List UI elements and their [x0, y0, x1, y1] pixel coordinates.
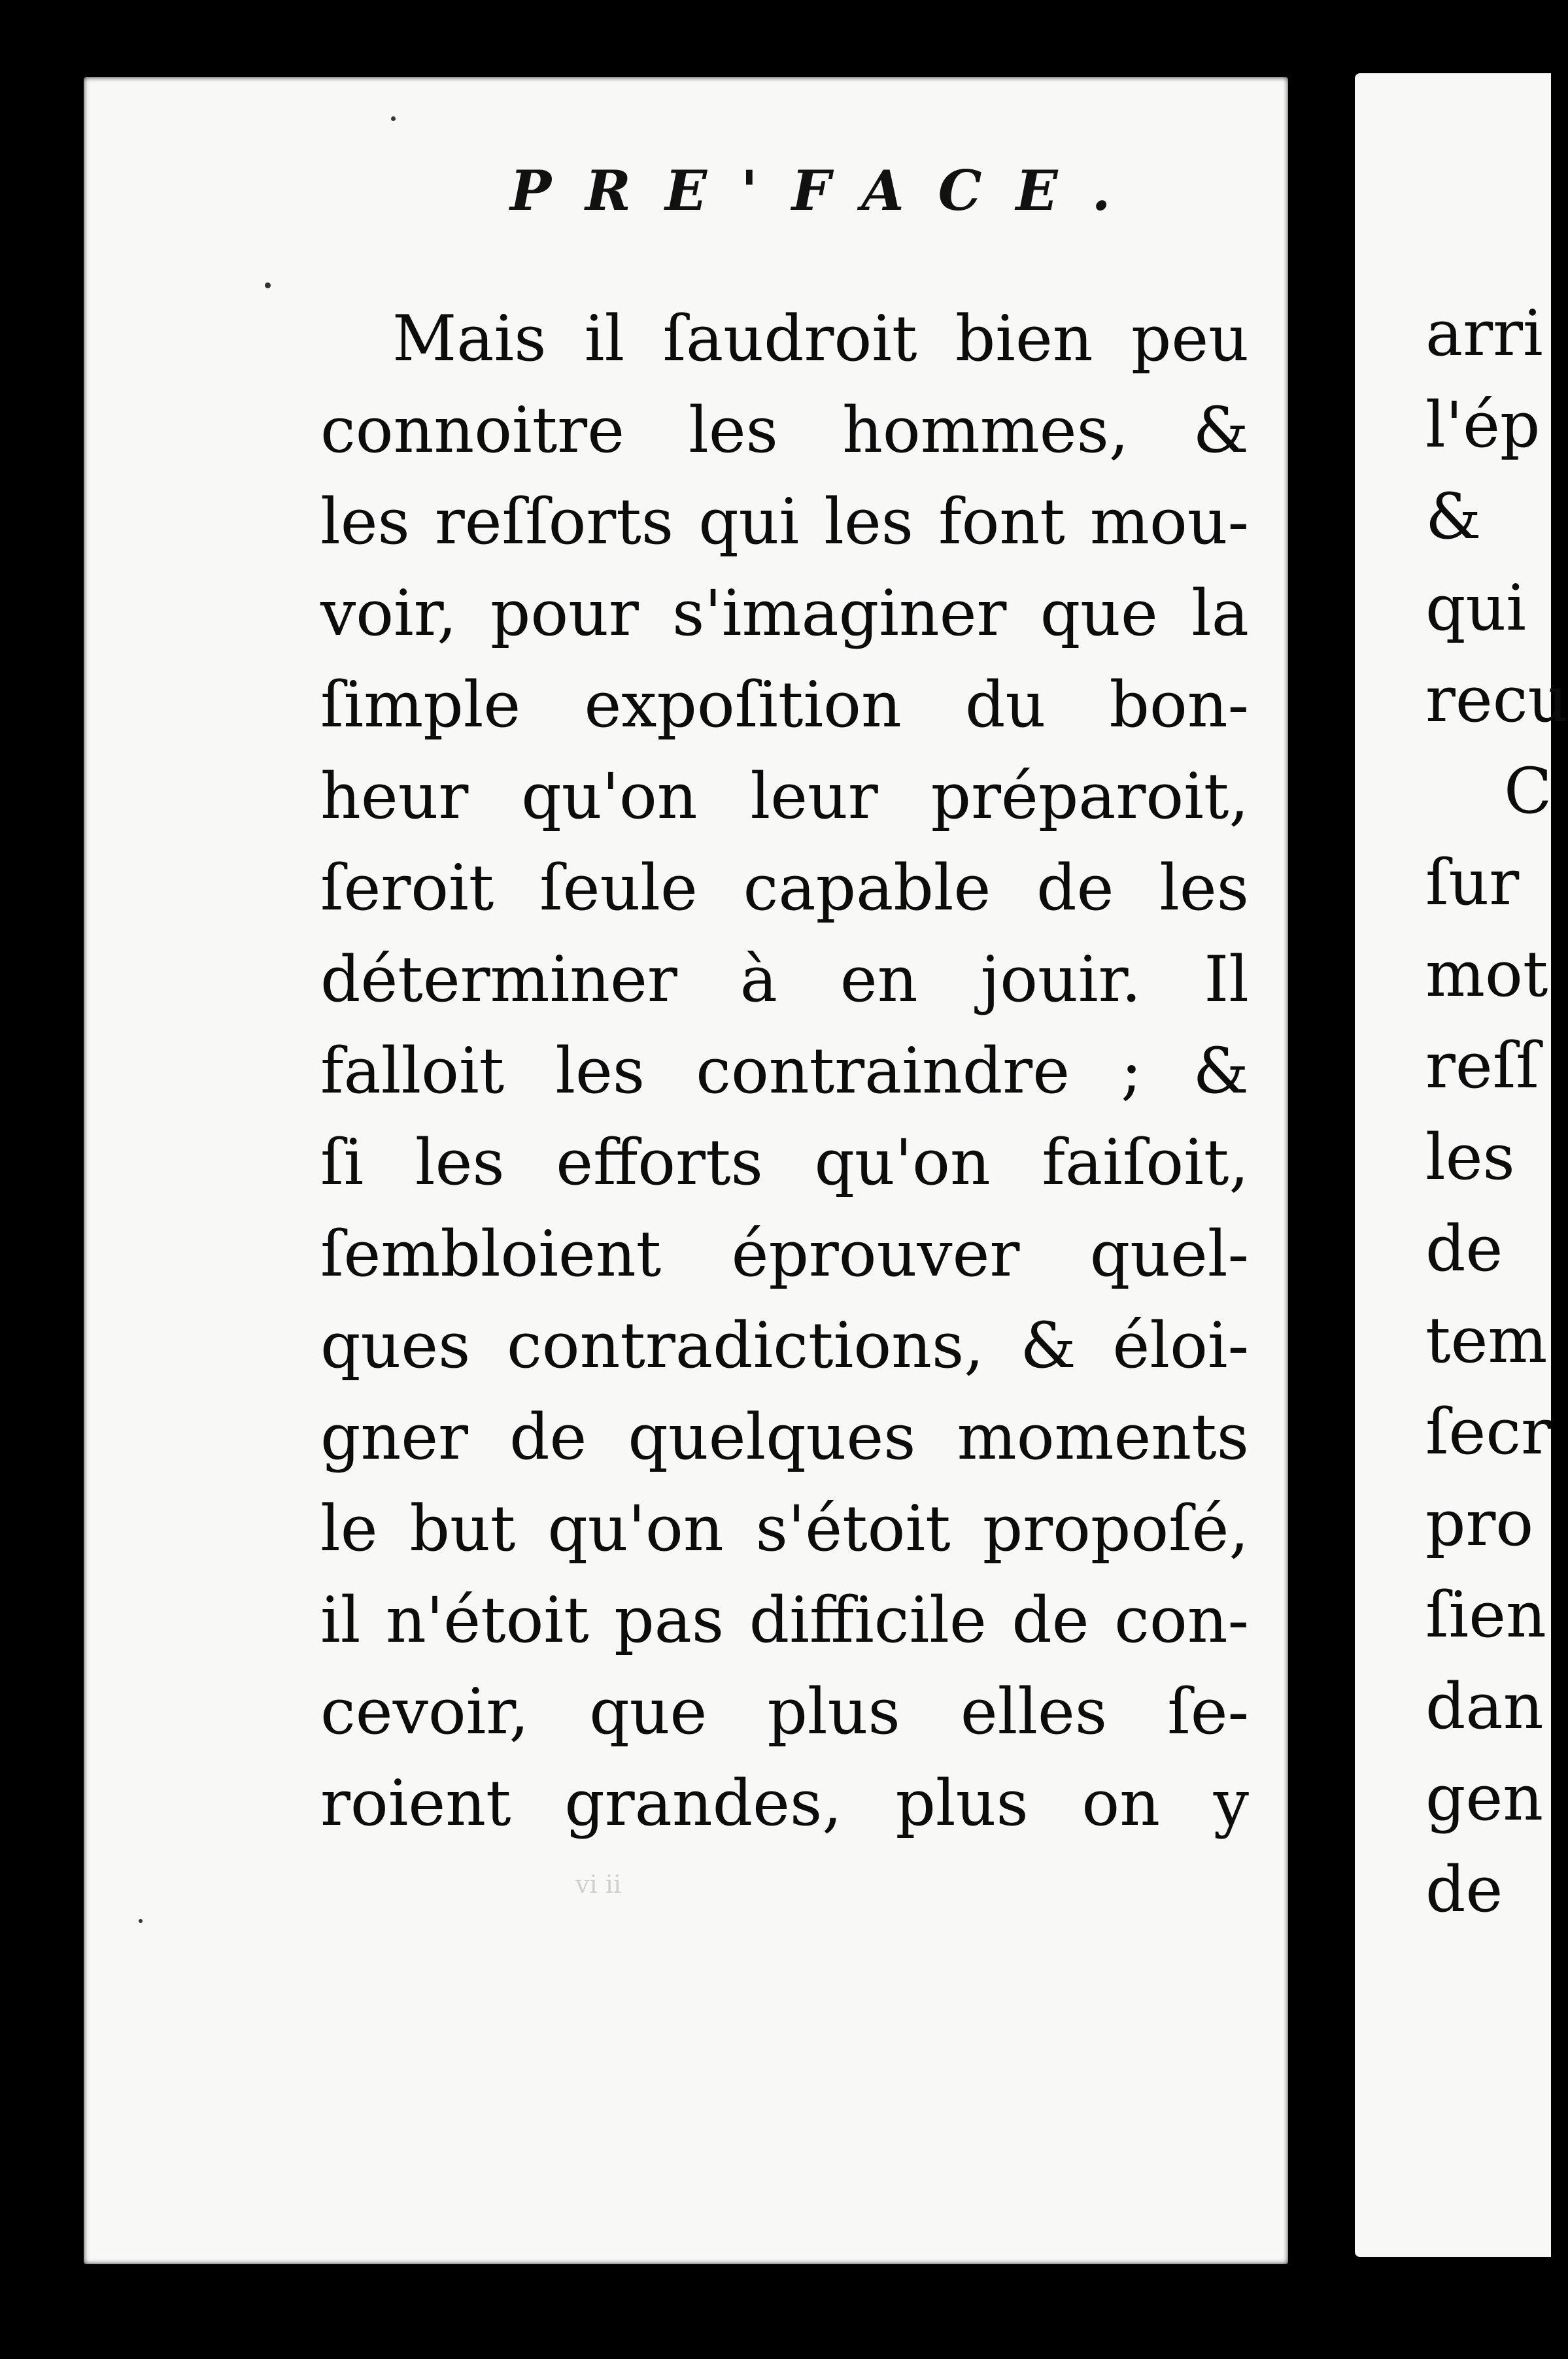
- text-line: arri: [1425, 297, 1543, 370]
- text-line: déterminer à en jouir. Il: [320, 943, 1249, 1016]
- text-line: gner de quelques moments: [320, 1400, 1249, 1474]
- text-line: les: [1425, 1121, 1515, 1194]
- text-line: ſimple expoſition du bon-: [320, 668, 1249, 741]
- text-line: C: [1504, 755, 1552, 828]
- text-line: tem: [1425, 1304, 1548, 1377]
- text-line: les reſſorts qui les font mou-: [320, 485, 1249, 558]
- text-line: de: [1425, 1853, 1503, 1926]
- dust-speck: [139, 1919, 143, 1923]
- text-line: qui: [1425, 571, 1526, 645]
- bleed-through-text: vi ii: [575, 1870, 622, 1899]
- text-line: de: [1425, 1212, 1503, 1285]
- text-line: Mais il ſaudroit bien peu: [392, 302, 1249, 375]
- text-line: ſur: [1425, 846, 1520, 919]
- text-line: heur qu'on leur préparoit,: [320, 760, 1249, 833]
- running-head: PRE'FACE.: [510, 158, 1145, 223]
- text-line: falloit les contraindre ; &: [320, 1034, 1249, 1108]
- text-line: ques contradictions, & éloi-: [320, 1309, 1249, 1382]
- text-line: cevoir, que plus elles ſe-: [320, 1675, 1249, 1748]
- text-line: connoitre les hommes, &: [320, 394, 1249, 467]
- text-line: recu: [1425, 663, 1568, 736]
- text-line: &: [1425, 480, 1482, 553]
- body-text: [320, 293, 1249, 1849]
- text-line: ſecr: [1425, 1395, 1551, 1468]
- text-line: ſeroit ſeule capable de les: [320, 851, 1249, 925]
- dust-speck: [391, 116, 396, 121]
- text-line: ſembloient éprouver quel-: [320, 1217, 1249, 1291]
- dust-speck: [265, 282, 271, 288]
- text-line: ſien: [1425, 1578, 1546, 1652]
- text-line: le but qu'on s'étoit propoſé,: [320, 1492, 1249, 1565]
- text-line: voir, pour s'imaginer que la: [320, 577, 1249, 650]
- text-line: roient grandes, plus on y: [320, 1767, 1249, 1840]
- text-line: gen: [1425, 1761, 1544, 1835]
- text-line: pro: [1425, 1487, 1534, 1560]
- text-line: mot: [1425, 938, 1548, 1011]
- text-line: reſſ: [1425, 1029, 1539, 1102]
- text-line: ſi les efforts qu'on faiſoit,: [320, 1126, 1249, 1199]
- right-page-text: [1425, 288, 1568, 1935]
- text-line: il n'étoit pas difficile de con-: [320, 1584, 1249, 1657]
- text-line: l'ép: [1425, 388, 1541, 462]
- text-line: dan: [1425, 1670, 1544, 1743]
